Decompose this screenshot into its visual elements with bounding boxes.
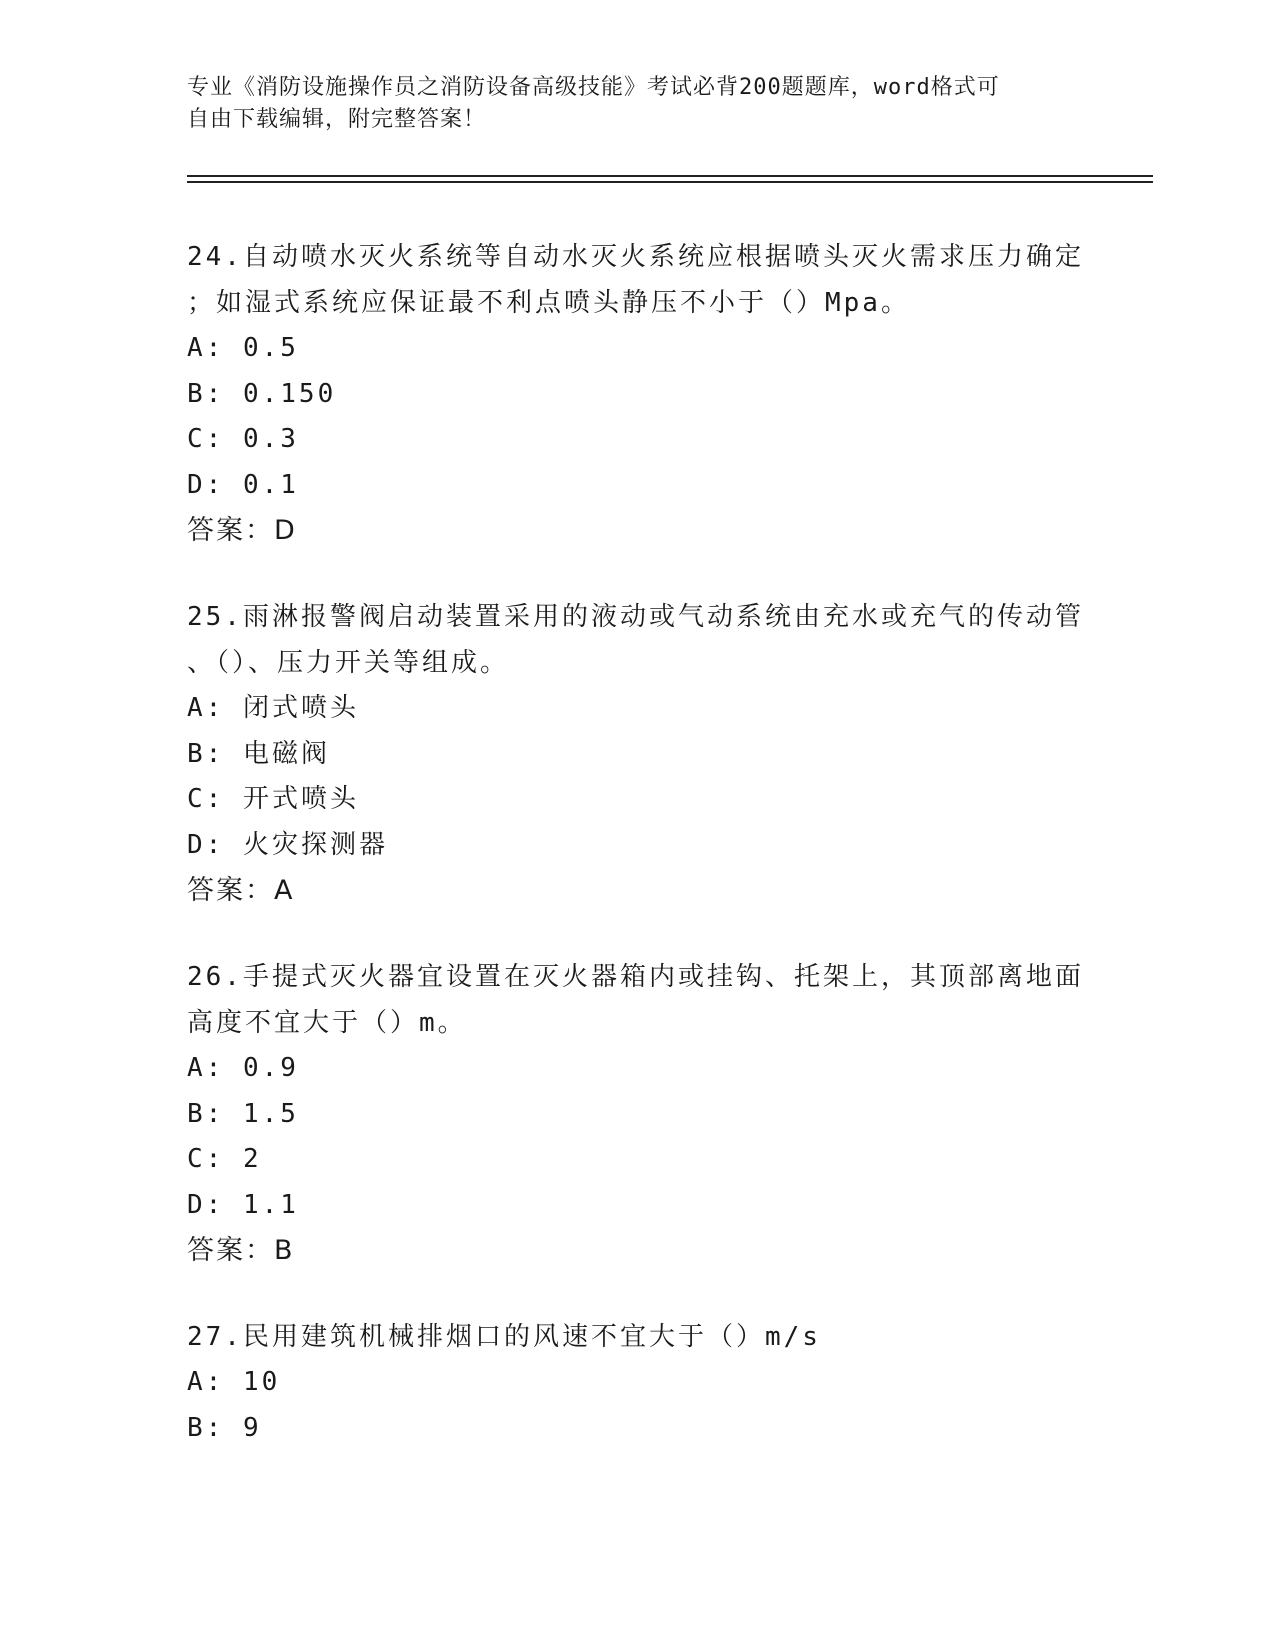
option-a: A: 10 [187,1367,281,1397]
header-line-1: 专业《消防设施操作员之消防设备高级技能》考试必背200题题库，word格式可 [187,75,1000,100]
question-list [187,234,1087,1491]
document-header [187,72,1067,136]
option-d: D: 1.1 [187,1189,299,1220]
question-24 [187,234,1087,554]
question-text: 、（）、压力开关等组成。 [187,648,510,678]
option-a: A: 0.9 [187,1053,299,1083]
option-a: A: 0.5 [187,333,299,363]
option-c: C: 2 [187,1144,262,1174]
header-divider-top [187,175,1153,177]
option-d: D: 火灾探测器 [187,829,388,860]
option-d: D: 0.1 [187,469,299,500]
answer: 答案：D [187,515,297,546]
question-text: 25.雨淋报警阀启动装置采用的液动或气动系统由充水或充气的传动管 [187,602,1084,632]
question-text: 高度不宜大于（）m。 [187,1008,467,1038]
header-divider-bottom [187,181,1153,183]
question-25 [187,594,1087,914]
answer: 答案：A [187,875,295,906]
answer: 答案：B [187,1235,295,1266]
question-text: 27.民用建筑机械排烟口的风速不宜大于（）m/s [187,1322,821,1352]
question-text: 26.手提式灭火器宜设置在灭火器箱内或挂钩、托架上，其顶部离地面 [187,962,1084,992]
option-c: C: 开式喷头 [187,784,359,814]
option-b: B: 0.150 [187,378,337,409]
question-text: 24.自动喷水灭火系统等自动水灭火系统应根据喷头灭火需求压力确定 [187,242,1084,272]
option-b: B: 9 [187,1412,262,1443]
question-text: ；如湿式系统应保证最不利点喷头静压不小于（）Mpa。 [187,288,910,318]
question-26 [187,954,1087,1274]
question-27 [187,1314,1087,1451]
option-a: A: 闭式喷头 [187,693,359,723]
option-b: B: 电磁阀 [187,738,330,769]
option-c: C: 0.3 [187,424,299,454]
header-line-2: 自由下载编辑，附完整答案！ [187,107,487,132]
option-b: B: 1.5 [187,1098,299,1129]
